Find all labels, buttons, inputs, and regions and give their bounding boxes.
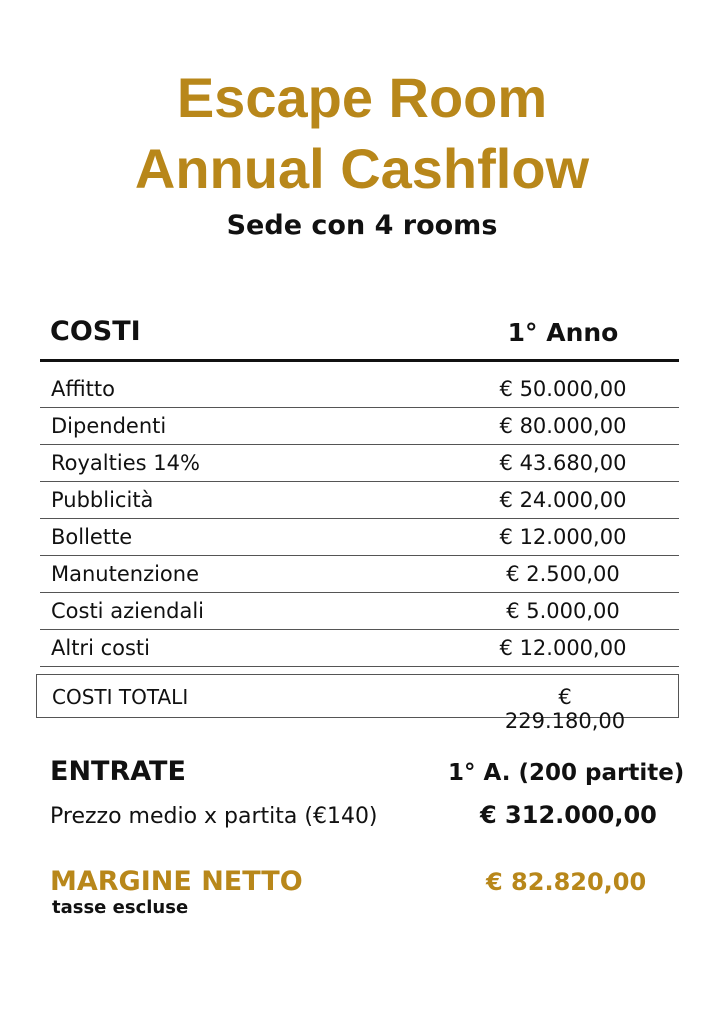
page-title-line-1: Escape Room (176, 66, 548, 129)
revenue-heading: ENTRATE (50, 756, 186, 787)
page-subtitle: Sede con 4 rooms (226, 210, 498, 241)
cost-value: € 50.000,00 (499, 377, 627, 401)
cost-value: € 12.000,00 (499, 525, 627, 549)
cost-value: € 80.000,00 (499, 414, 627, 438)
header-divider (40, 359, 679, 362)
cost-label: Altri costi (51, 636, 150, 660)
cost-row-costi-aziendali (40, 592, 679, 630)
cost-row-altri-costi (40, 629, 679, 667)
net-margin-label: MARGINE NETTO (50, 866, 303, 897)
cost-row-manutenzione (40, 555, 679, 593)
cost-label: Affitto (51, 377, 115, 401)
cost-label: Royalties 14% (51, 451, 200, 475)
cost-label: Pubblicità (51, 488, 154, 512)
cost-value: € 24.000,00 (499, 488, 627, 512)
cost-value: € 5.000,00 (506, 599, 620, 623)
costs-total-label: COSTI TOTALI (52, 685, 189, 709)
avg-price-label: Prezzo medio x partita (€140) (50, 804, 378, 829)
costs-heading: COSTI (50, 316, 141, 347)
cost-value: € 43.680,00 (499, 451, 627, 475)
cost-row-bollette (40, 518, 679, 556)
revenue-year-heading: 1° A. (200 partite) (448, 760, 685, 786)
cost-row-royalties (40, 444, 679, 482)
costs-year-heading: 1° Anno (507, 318, 619, 347)
tax-note: tasse escluse (52, 897, 189, 918)
cost-row-affitto (40, 370, 679, 408)
revenue-total-value: € 312.000,00 (480, 801, 657, 829)
cost-value: € 12.000,00 (499, 636, 627, 660)
cost-label: Bollette (51, 525, 133, 549)
cost-row-dipendenti (40, 407, 679, 445)
cost-label: Manutenzione (51, 562, 200, 586)
costs-total-row (36, 674, 679, 733)
page-title-line-2: Annual Cashflow (134, 137, 590, 200)
cost-label: Dipendenti (51, 414, 167, 438)
net-margin-value: € 82.820,00 (486, 868, 647, 896)
cost-value: € 2.500,00 (506, 562, 620, 586)
cost-row-pubblicita (40, 481, 679, 519)
cost-label: Costi aziendali (51, 599, 205, 623)
costs-total-value: € 229.180,00 (504, 685, 626, 733)
